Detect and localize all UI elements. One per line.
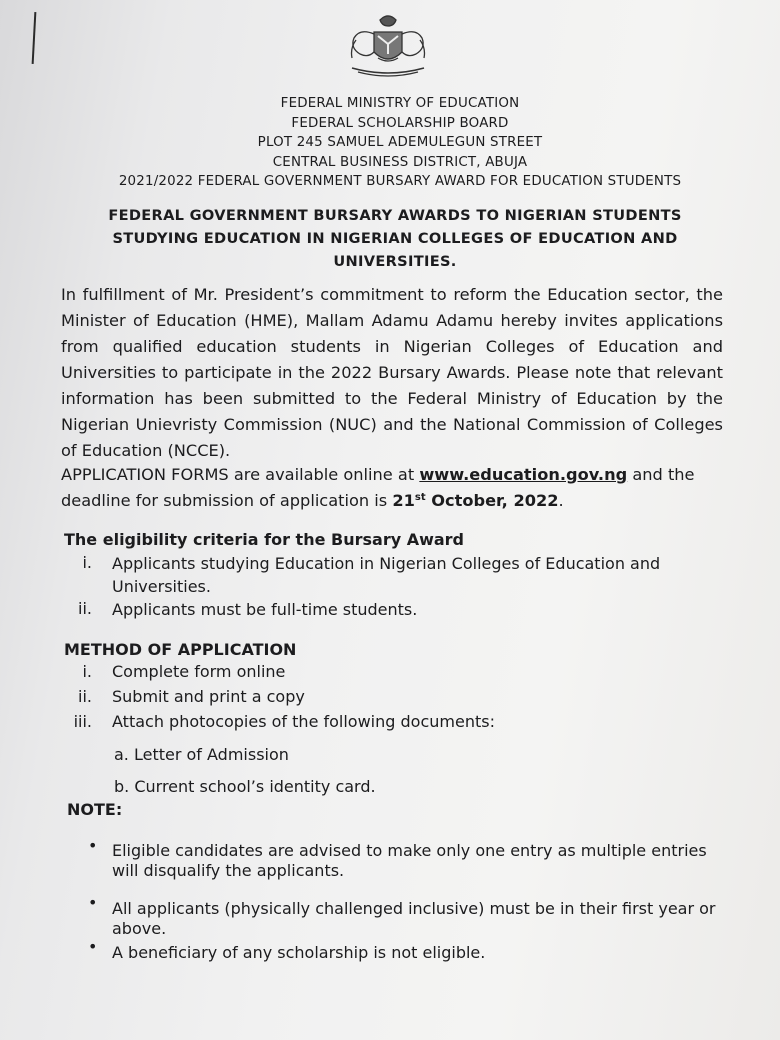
method-number: i. <box>82 662 92 681</box>
note-item-line: will disqualify the applicants. <box>112 861 345 880</box>
award-subtitle: 2021/2022 FEDERAL GOVERNMENT BURSARY AWARD FOR EDUCATION STUDENTS <box>118 174 682 189</box>
eligibility-number: ii. <box>78 599 92 618</box>
eligibility-item: Applicants must be full-time students. <box>112 600 418 619</box>
document-title <box>70 204 720 273</box>
eligibility-item: Applicants studying Education in Nigerian Colleges of Education and <box>112 554 661 573</box>
bullet-marker: • <box>88 893 98 912</box>
note-item-line: Eligible candidates are advised to make only one entry as multiple entries <box>112 841 707 860</box>
address-district: CENTRAL BUSINESS DISTRICT, ABUJA <box>272 154 528 170</box>
address-street: PLOT 245 SAMUEL ADEMULEGUN STREET <box>257 135 543 150</box>
note-item-line: A beneficiary of any scholarship is not eligible. <box>112 943 486 962</box>
method-number: iii. <box>73 712 92 731</box>
bullet-marker: • <box>88 836 98 855</box>
deadline-day: 21 <box>392 491 415 510</box>
ministry-name: FEDERAL MINISTRY OF EDUCATION <box>280 96 520 111</box>
method-heading: METHOD OF APPLICATION <box>64 640 297 659</box>
forms-prefix: APPLICATION FORMS are available online at <box>61 465 420 484</box>
application-forms-paragraph <box>61 462 723 514</box>
note-item <box>112 841 722 881</box>
note-item <box>112 899 722 939</box>
document-sub-item: b. Current school’s identity card. <box>114 777 376 796</box>
note-heading: NOTE: <box>67 800 123 819</box>
deadline-day-suffix: st <box>414 492 426 503</box>
board-name: FEDERAL SCHOLARSHIP BOARD <box>291 115 509 131</box>
title-line-3: UNIVERSITIES. <box>333 253 457 270</box>
forms-end: . <box>558 491 564 510</box>
eligibility-number: i. <box>82 553 92 572</box>
pen-mark <box>32 12 37 64</box>
letterhead <box>60 94 740 192</box>
method-number: ii. <box>78 687 92 706</box>
intro-paragraph: In fulfillment of Mr. President’s commitment to reform the Education sector, the Minister of Education (HME), Mallam Adamu Adamu hereby invites applications from qualified education students in Nigerian Colleges of Education and Universities to participate in the 2022 Bursary Awards. Please note that relevant information has been submitted to the Federal Ministry of Education by the Nigerian Unievristy Commission (NUC) and the National Commission of Colleges of Education (NCCE). <box>61 285 723 460</box>
document-sub-item: a. Letter of Admission <box>114 745 289 764</box>
note-item-line: above. <box>112 919 167 938</box>
eligibility-heading: The eligibility criteria for the Bursary Award <box>64 530 465 549</box>
deadline-month-year: October, 2022 <box>425 491 559 510</box>
education-website-link[interactable]: www.education.gov.ng <box>419 465 628 484</box>
method-item: Attach photocopies of the following documents: <box>112 712 495 731</box>
deadline-date <box>392 491 558 510</box>
method-item: Complete form online <box>112 662 286 681</box>
eligibility-item-continued: Universities. <box>112 577 211 596</box>
coat-of-arms-icon <box>338 10 438 82</box>
title-line-2: STUDYING EDUCATION IN NIGERIAN COLLEGES OF EDUCATION AND <box>112 230 678 247</box>
method-item: Submit and print a copy <box>112 687 305 706</box>
bullet-marker: • <box>88 937 98 956</box>
note-item-line: All applicants (physically challenged inclusive) must be in their first year or <box>112 899 716 918</box>
forms-middle: and the deadline for submission of application is <box>61 465 695 510</box>
title-line-1: FEDERAL GOVERNMENT BURSARY AWARDS TO NIGERIAN STUDENTS <box>108 207 682 224</box>
note-item <box>112 943 722 963</box>
